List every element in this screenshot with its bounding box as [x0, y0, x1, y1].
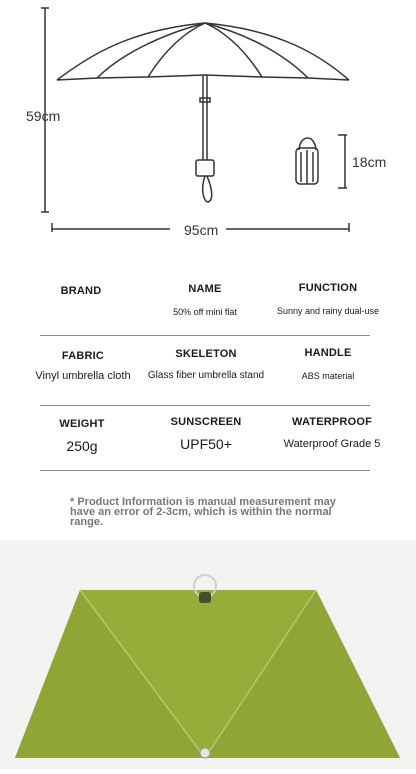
spec-label: NAME [188, 283, 222, 295]
divider [40, 470, 370, 471]
product-photo [0, 540, 416, 769]
spec-label: HANDLE [304, 347, 352, 359]
spec-handle [263, 347, 393, 381]
spec-label: WEIGHT [59, 418, 105, 430]
spec-value: Sunny and rainy dual-use [276, 306, 380, 316]
spec-label: SUNSCREEN [170, 416, 242, 428]
spec-function [263, 282, 393, 316]
divider [40, 335, 370, 336]
green-umbrella-image [0, 540, 416, 769]
spec-table [0, 270, 416, 474]
spec-value: 50% off mini flat [173, 307, 237, 317]
spec-value: UPF50+ [180, 436, 232, 452]
spec-name [140, 283, 270, 317]
spec-value: 250g [66, 438, 98, 454]
spec-label: WATERPROOF [291, 416, 372, 428]
spec-value: ABS material [301, 371, 355, 381]
spec-value: Waterproof Grade 5 [283, 438, 381, 450]
spec-sunscreen [141, 416, 271, 452]
spec-row [0, 338, 416, 406]
spec-row [0, 406, 416, 474]
height-closed-label: 18cm [352, 154, 387, 170]
spec-brand [16, 285, 146, 309]
spec-waterproof [267, 416, 397, 450]
spec-value: Vinyl umbrella cloth [35, 370, 131, 382]
umbrella-outline-drawing [0, 0, 416, 250]
spec-weight [17, 418, 147, 454]
measurement-note: * Product Information is manual measurement may have an error of 2-3cm, which is within the normal range. [70, 496, 336, 528]
spec-label: BRAND [60, 285, 102, 297]
spec-skeleton [141, 348, 271, 381]
spec-fabric [18, 350, 148, 382]
spec-label: FABRIC [61, 350, 105, 362]
height-open-label: 59cm [26, 108, 61, 124]
spec-label: SKELETON [175, 348, 237, 360]
spec-label: FUNCTION [298, 282, 358, 294]
spec-value: Glass fiber umbrella stand [147, 370, 265, 381]
width-open-label: 95cm [184, 222, 219, 238]
spec-row [0, 270, 416, 338]
dimension-diagram [0, 0, 416, 250]
